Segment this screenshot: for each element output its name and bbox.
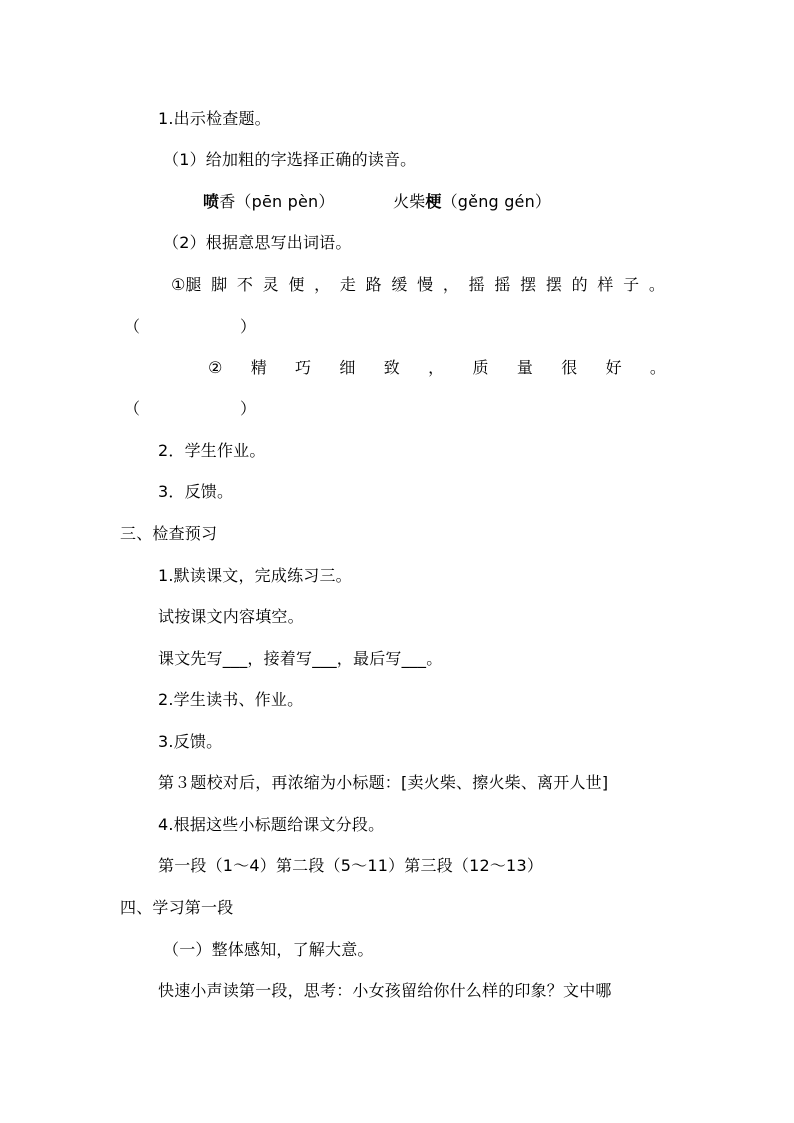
- pinyin-choice-1: [203, 191, 335, 213]
- question-2-prompt: （2）根据意思写出词语。: [163, 233, 352, 252]
- paragraph: 快速小声读第一段，思考：小女孩留给你什么样的印象？文中哪: [158, 981, 612, 1000]
- fill-in-blank: 课文先写___，接着写___，最后写___。: [158, 649, 443, 668]
- paragraph: 4.根据这些小标题给课文分段。: [158, 815, 385, 834]
- pinyin-options: （gěng gén）: [441, 192, 552, 211]
- bold-char: 喷: [203, 192, 220, 211]
- bold-char: 梗: [425, 192, 442, 211]
- pinyin-choice-2: [393, 191, 551, 213]
- paragraph: 第３题校对后，再浓缩为小标题：[卖火柴、擦火柴、离开人世]: [158, 773, 609, 792]
- section-heading-4: 四、学习第一段: [120, 898, 234, 917]
- item-2: 2．学生作业。: [158, 441, 266, 460]
- paragraph: 3.反馈。: [158, 732, 223, 751]
- definition-2: ② 精 巧 细 致 ， 质 量 很 好 。: [208, 358, 666, 377]
- item-1-title: 1.出示检查题。: [158, 109, 271, 128]
- item-3: 3．反馈。: [158, 482, 234, 501]
- section-heading-3: 三、检查预习: [120, 524, 218, 543]
- definition-1: ①腿 脚 不 灵 便 ， 走 路 缓 慢 ， 摇 摇 摆 摆 的 样 子 。: [171, 275, 665, 294]
- word-prefix: 火柴: [393, 192, 426, 211]
- pinyin-options: 香（pēn pèn）: [219, 192, 335, 211]
- paragraph: 1.默读课文，完成练习三。: [158, 566, 352, 585]
- question-1-prompt: （1）给加粗的字选择正确的读音。: [163, 150, 417, 169]
- answer-blank-close: ）: [240, 317, 257, 336]
- answer-blank-open: （: [124, 317, 141, 336]
- paragraph: 第一段（1～4）第二段（5～11）第三段（12～13）: [158, 856, 544, 875]
- paragraph: 试按课文内容填空。: [158, 607, 304, 626]
- paragraph: 2.学生读书、作业。: [158, 690, 304, 709]
- answer-blank-open: （: [124, 399, 141, 418]
- subsection-heading: （一）整体感知，了解大意。: [163, 940, 374, 959]
- answer-blank-close: ）: [240, 399, 257, 418]
